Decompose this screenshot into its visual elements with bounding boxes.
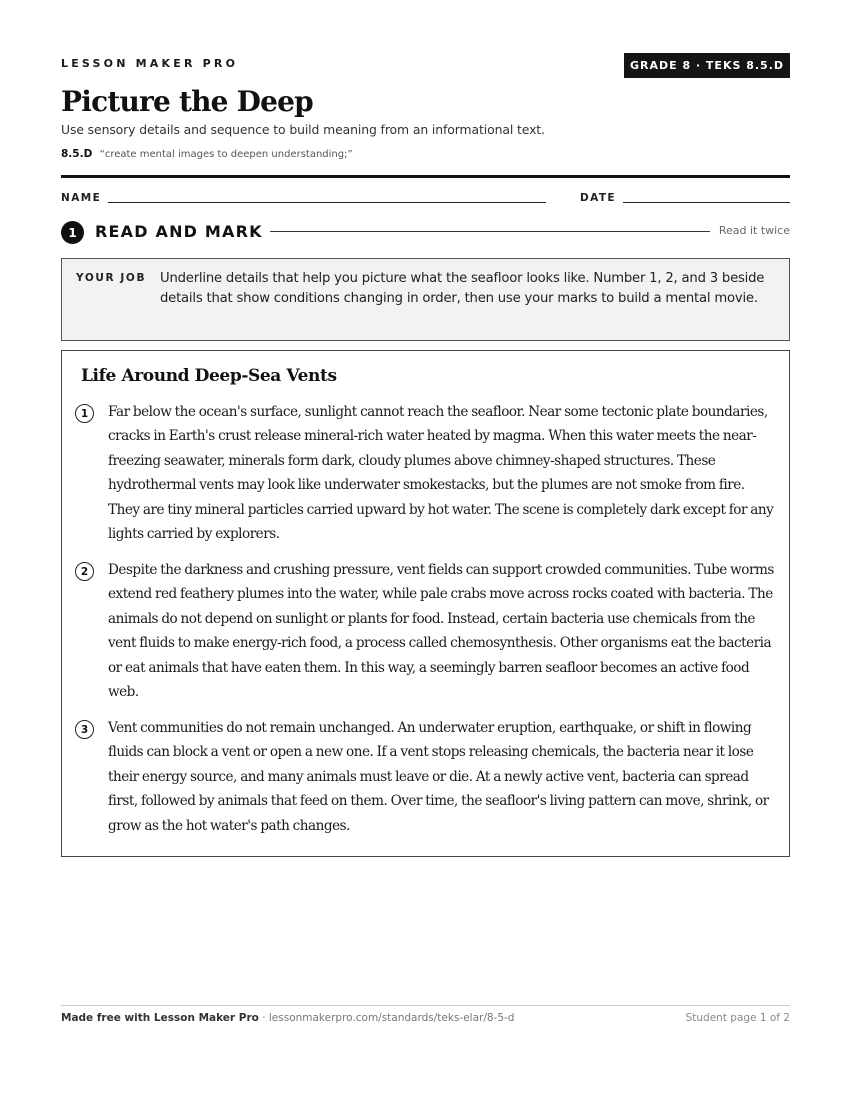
section-title: READ AND MARK [95,222,263,241]
standard-code: 8.5.D [61,148,93,160]
standard-line [61,148,353,160]
footer-divider [61,1005,790,1006]
footer-url[interactable]: · lessonmakerpro.com/standards/teks-elar/8-5-d [258,1012,515,1024]
passage-paragraph: Despite the darkness and crushing pressure, vent fields can support crowded communities. Tube worms extend red feathery plumes into the water, while pale crabs move across rocks coated with bacteria. The animals do not depend on sunlight or plants for food. Instead, certain bacteria use chemicals from the vent fluids to make energy-rich food, a process called chemosynthesis. Other organisms eat the bacteria or eat animals that have eaten them. In this way, a seemingly barren seafloor becomes an active food web. [108,562,774,701]
footer-credit [61,1012,514,1024]
passage-paragraph: Far below the ocean's surface, sunlight cannot reach the seafloor. Near some tectonic plate boundaries, cracks in Earth's crust release mineral-rich water heated by magma. When this water meets the near-freezing seawater, minerals form dark, cloudy plumes above chimney-shaped structures. These hydrothermal vents may look like underwater smokestacks, but the plumes are not smoke from fire. They are tiny mineral particles carried upward by hot water. The scene is completely dark except for any lights carried by explorers. [108,404,774,543]
paragraph-number: 1 [75,404,94,423]
section-divider [270,231,710,232]
brand-name: LESSON MAKER PRO [61,57,239,70]
paragraph-number: 3 [75,720,94,739]
date-label: DATE [580,192,616,204]
instructions-label: YOUR JOB [76,272,147,284]
date-field[interactable] [623,202,790,203]
passage-paragraph: Vent communities do not remain unchanged. An underwater eruption, earthquake, or shift in flowing fluids can block a vent or open a new one. If a vent stops releasing chemicals, the bacteria near it lose their energy source, and many animals must leave or die. At a newly active vent, bacteria can spread first, followed by animals that feed on them. Over time, the seafloor's living pattern can move, shrink, or grow as the hot water's path changes. [108,720,769,834]
grade-badge: GRADE 8 · TEKS 8.5.D [624,53,790,78]
footer-page-number: Student page 1 of 2 [685,1012,790,1024]
worksheet-page [61,0,790,1100]
instructions-text: Underline details that help you picture what the seafloor looks like. Number 1, 2, and 3 beside details that show conditions changing in order, then use your marks to build a mental movie. [160,271,765,306]
name-label: NAME [61,192,102,204]
name-field[interactable] [108,202,546,203]
section-number-badge: 1 [61,221,84,244]
page-title: Picture the Deep [61,85,313,118]
instructions-box [61,258,790,341]
header-divider [61,175,790,178]
page-subtitle: Use sensory details and sequence to build meaning from an informational text. [61,122,545,137]
standard-quote: “create mental images to deepen understanding;” [99,149,353,160]
section-note: Read it twice [718,224,790,237]
footer-made-with: Made free with Lesson Maker Pro [61,1012,259,1024]
passage-title: Life Around Deep-Sea Vents [81,366,337,386]
paragraph-number: 2 [75,562,94,581]
